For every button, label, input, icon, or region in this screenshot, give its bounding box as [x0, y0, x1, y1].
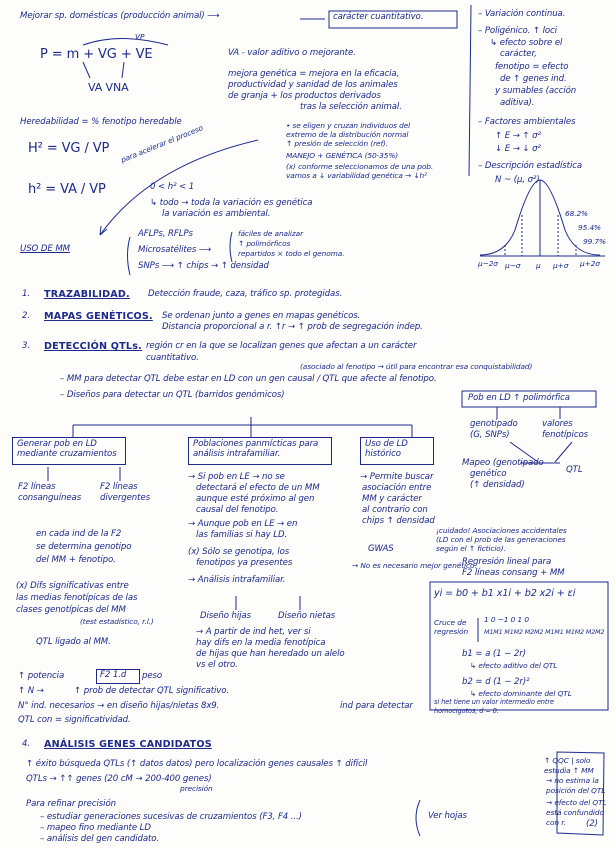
seleccion-bullet3: ↑ presión de selección (ref). — [286, 139, 389, 148]
ld-5: chips ↑ densidad — [362, 516, 435, 526]
gwas-note: → No es necesario mejor genético. — [352, 561, 477, 570]
microsat-note2: ↑ polimórficos — [238, 239, 291, 248]
gwas-label: GWAS — [368, 544, 394, 554]
valores-1: valores — [542, 419, 573, 429]
fenotipo-efecto: fenotipo = efecto — [495, 62, 569, 72]
pob-le-5: → Aunque pob en LE → en — [188, 519, 298, 529]
tabla-row1: 1 0 −1 0 1 0 — [484, 615, 529, 624]
h2-note2: la variación es ambiental. — [162, 209, 271, 219]
pob-le-3: aunque esté próximo al gen — [196, 494, 315, 504]
potencia-box: F2 1.d — [96, 669, 140, 684]
s4-line5: – mapeo fino mediante LD — [40, 823, 151, 833]
n-line3b: ind para detectar — [340, 701, 413, 711]
f2-lineas-2: consanguíneas — [18, 493, 82, 503]
s3-disenos: – Diseños para detectar un QTL (barridos genómicos) — [60, 390, 285, 400]
h2-note1: ↳ todo → toda la variación es genética — [150, 198, 313, 208]
curve-label-4: μ+2σ — [580, 259, 600, 268]
f2-lineas-1: F2 líneas — [18, 482, 56, 492]
vp-label: VP — [135, 32, 145, 41]
s3-num: 3. — [22, 341, 30, 351]
side-7: con r. — [546, 818, 566, 827]
side-3: → no estima la — [546, 776, 599, 785]
s4-num: 4. — [22, 739, 30, 749]
curve-pct-1: 95.4% — [578, 223, 601, 232]
curve-label-1: μ−σ — [505, 261, 521, 270]
s2-text: Se ordenan junto a genes en mapas genéticos. — [162, 311, 361, 321]
descripcion-estadistica: – Descripción estadística — [478, 161, 583, 171]
h2-narrow-formula: h² = VA / VP — [28, 182, 106, 197]
pob-le-2: detectará el efecto de un MM — [196, 483, 320, 493]
tabla-row2: M1M1 M1M2 M2M2 M1M1 M1M2 M2M2 — [484, 629, 605, 636]
caracter-cuantitativo: carácter cuantitativo. — [333, 12, 424, 22]
mejora-line1: mejora genética = mejora en la eficacia, — [228, 69, 400, 79]
n-line2: ↑ prob de detectar QTL significativo. — [74, 686, 230, 696]
header-line1: Mejorar sp. domésticas (producción animal) ⟶ — [20, 11, 220, 21]
difs-4: (test estadístico, r.l.) — [80, 617, 154, 626]
caracter-label: carácter, — [500, 49, 537, 59]
b1-eq: b1 = a (1 − 2r) — [462, 649, 526, 659]
partir-2: hay difs en la media fenotípica — [196, 638, 326, 648]
pob-le-8: fenotipos ya presentes — [196, 558, 293, 568]
pob-le-7: (x) Sólo se genotipa, los — [188, 547, 290, 557]
b2-note1: ↳ efecto dominante del QTL — [470, 689, 572, 698]
f2-cada-2: se determina genotipo — [36, 542, 132, 552]
s3-mm-line: – MM para detectar QTL debe estar en LD con un gen causal / QTL que afecte al fenotipo. — [60, 374, 437, 384]
conforme-line2: vamos a ↓ variabilidad genética → ↓h² — [286, 171, 427, 180]
microsat-note1: fáciles de analizar — [238, 229, 304, 238]
s4-line1: ↑ éxito búsqueda QTLs (↑ datos datos) pero localización genes causales ↑ difícil — [26, 759, 368, 769]
s1-text: Detección fraude, caza, tráfico sp. protegidas. — [148, 289, 343, 299]
pob-ld-label: Pob en LD ↑ polimórfica — [468, 393, 570, 403]
denso-1: genotipado — [470, 419, 518, 429]
page-number: (2) — [586, 819, 598, 829]
ld-2: asociación entre — [362, 483, 432, 493]
curve-label-2: μ — [536, 261, 541, 270]
denso-2: (G, SNPs) — [470, 430, 510, 440]
n-line1: ↑ N → — [18, 686, 44, 696]
s4-line2: QTLs → ↑↑ genes (20 cM → 200-400 genes) — [26, 774, 212, 784]
qtl-ligado: QTL ligado al MM. — [36, 637, 111, 647]
ld-3: MM y carácter — [362, 494, 422, 504]
mapeo-1: Mapeo (genotipado — [462, 458, 544, 468]
sumables: y sumables (acción — [495, 86, 577, 96]
b2-eq: b2 = d (1 − 2r)² — [462, 677, 530, 687]
e-up: ↑ E → ↑ σ² — [495, 131, 541, 141]
s3-asociado: (asociado al fenotipo → útil para encontrar esa conquistabilidad) — [300, 362, 533, 371]
difs-1: (x) Difs significativas entre — [16, 581, 129, 591]
tabla-label-2: regresión — [434, 627, 469, 636]
potencia-pre: ↑ potencia — [18, 671, 65, 681]
side-5: → efecto del QTL — [546, 798, 607, 807]
s1-num: 1. — [22, 289, 30, 299]
formula-p-sub: VA VNA — [88, 81, 129, 94]
ver-hojas: Ver hojas — [428, 811, 467, 821]
valores-2: fenotípicos — [542, 430, 588, 440]
cuidado-3: según el ↑ ficticio). — [436, 544, 506, 553]
s2-title: MAPAS GENÉTICOS. — [44, 311, 153, 322]
s4-line3: Para refinar precisión — [26, 799, 116, 809]
factores-ambientales: – Factores ambientales — [478, 117, 576, 127]
potencia-post: peso — [142, 671, 163, 681]
microsat-label: Microsatélites ⟶ — [138, 245, 212, 255]
b2-note2: si het tiene un valor intermedio entre — [434, 698, 554, 706]
s3-title: DETECCIÓN QTLs. — [44, 341, 142, 352]
side-4: posición del QTL — [546, 786, 606, 795]
b2-note3: homocigotos, d = 0. — [434, 707, 499, 715]
box-generar-pob: Generar pob en LD mediante cruzamientos — [12, 437, 126, 465]
curve-label-3: μ+σ — [553, 261, 569, 270]
regresion-eq: yi = b0 + b1 x1i + b2 x2i + εi — [434, 588, 576, 599]
b1-note: ↳ efecto aditivo del QTL — [470, 661, 558, 670]
s2-text2: Distancia proporcional a r. ↑r → ↑ prob de segregación indep. — [162, 322, 423, 332]
f2-div-2: divergentes — [100, 493, 150, 503]
seleccion-bullet1: • se eligen y cruzan individuos del — [286, 121, 411, 130]
ld-1: → Permite buscar — [360, 472, 434, 482]
n-line4: QTL con = significatividad. — [18, 715, 131, 725]
snps-label: SNPs ⟶ ↑ chips → ↑ densidad — [138, 261, 269, 271]
e-down: ↓ E → ↓ σ² — [495, 144, 541, 154]
h2-broad-formula: H² = VG / VP — [28, 141, 110, 156]
va-definition: VA - valor aditivo o mejorante. — [228, 48, 356, 58]
regresion-2: F2 líneas consang + MM — [462, 568, 565, 578]
de-genes: de ↑ genes ind. — [500, 74, 567, 84]
aditiva: aditiva). — [500, 98, 535, 108]
s4-title: ANÁLISIS GENES CANDIDATOS — [44, 739, 212, 750]
s3-text2: cuantitativo. — [146, 353, 199, 363]
cuidado-2: (LD con el prob de las generaciones — [436, 535, 566, 544]
ld-4: al contrario con — [362, 505, 428, 515]
aflps-label: AFLPs, RFLPs — [138, 229, 193, 239]
s4-line4: – estudiar generaciones sucesivas de cruzamientos (F3, F4 ...) — [40, 812, 302, 822]
normal-dist: N ~ (μ, σ²) — [495, 175, 540, 185]
pob-le-4: causal del fenotipo. — [196, 505, 279, 515]
formula-p: P = m + VG + VE — [40, 47, 153, 62]
f2-cada-3: del MM + fenotipo. — [36, 555, 116, 565]
h2-range: 0 < h² < 1 — [150, 182, 195, 192]
difs-2: las medias fenotípicas de las — [16, 593, 138, 603]
pob-le-9: → Análisis intrafamiliar. — [188, 575, 286, 585]
difs-3: clases genotípicas del MM — [16, 605, 126, 615]
box-uso-ld: Uso de LD histórico — [360, 437, 434, 465]
s1-title: TRAZABILIDAD. — [44, 289, 130, 300]
f2-cada-1: en cada ind de la F2 — [36, 529, 122, 539]
s4-line2b: precisión — [180, 784, 213, 793]
tabla-label-1: Cruce de — [434, 618, 467, 627]
poligenico: – Poligénico. ↑ loci — [478, 26, 557, 36]
seleccion-bullet2: extremo de la distribución normal — [286, 130, 409, 139]
pob-le-1: → Si pob en LE → no se — [188, 472, 285, 482]
mejora-line3: de granja + los productos derivados — [228, 91, 381, 101]
uso-mm-title: USO DE MM — [20, 244, 70, 254]
curve-label-0: μ−2σ — [478, 259, 498, 268]
mejora-line4: tras la selección animal. — [300, 102, 402, 112]
para-acelerar-label: para acelerar el proceso — [119, 123, 205, 165]
side-2: estudia ↑ MM — [544, 766, 594, 775]
side-6: está confundido — [546, 808, 604, 817]
regresion-1: Regresión lineal para — [462, 557, 552, 567]
diseno-hijas: Diseño hijas — [200, 611, 251, 621]
pob-le-6: las familias si hay LD. — [196, 530, 288, 540]
diseno-nietas: Diseño nietas — [278, 611, 336, 621]
microsat-note3: repartidos × todo el genoma. — [238, 249, 345, 258]
mejora-line2: productividad y sanidad de los animales — [228, 80, 398, 90]
manejo-label: MANEJO + GENÉTICA (50-35%) — [286, 151, 399, 160]
n-line3: N° ind. necesarios → en diseño hijas/nietas 8x9. — [18, 701, 220, 711]
mapeo-3: (↑ densidad) — [470, 480, 525, 490]
partir-4: vs el otro. — [196, 660, 238, 670]
curve-pct-2: 99.7% — [583, 237, 606, 246]
efecto-label: ↳ efecto sobre el — [490, 38, 563, 48]
variacion-continua: – Variación continua. — [478, 9, 566, 19]
partir-1: → A partir de ind het, ver si — [196, 627, 311, 637]
conforme-line1: (x) conforme seleccionamos de una pob. — [286, 162, 434, 171]
s4-line6: – análisis del gen candidato. — [40, 834, 160, 844]
s2-num: 2. — [22, 311, 30, 321]
qtl-small: QTL — [566, 465, 583, 475]
box-poblaciones-panmicticas: Poblaciones panmícticas para análisis intrafamiliar. — [188, 437, 332, 465]
f2-div-1: F2 líneas — [100, 482, 138, 492]
partir-3: de hijas que han heredado un alelo — [196, 649, 345, 659]
cuidado-1: ¡cuidado! Asociaciones accidentales — [436, 526, 567, 535]
mapeo-2: genético — [470, 469, 507, 479]
heredabilidad-title: Heredabilidad = % fenotipo heredable — [20, 117, 182, 127]
curve-pct-0: 68.2% — [565, 209, 588, 218]
side-1: ↑ QQC | solo — [544, 756, 591, 765]
s3-text: región cr en la que se localizan genes que afectan a un carácter — [146, 341, 417, 351]
